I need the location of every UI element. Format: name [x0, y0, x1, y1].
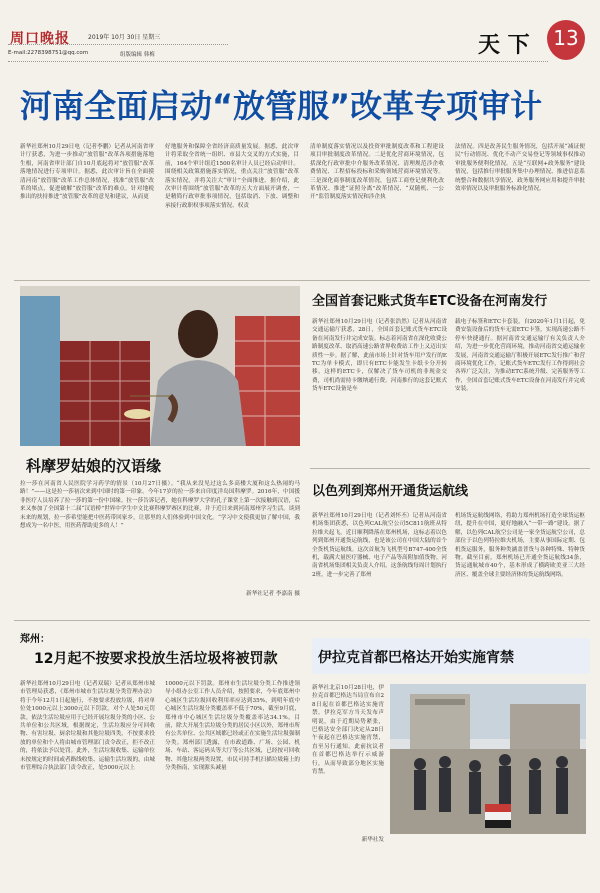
israel-cargo-headline: 以色列到郑州开通货运航线: [312, 484, 469, 499]
divider: [14, 280, 590, 281]
main-body-col-2: 好地服务和保障全省经济高质量发展。据悉，此次审计将采取全省统一组织、市县大交叉的方式实施，目前，164个审计组近1500名审计人员已经启动审计。围绕相关政策措施落实情况，重点关注“放管服”改革落实情况，并将关注大“审计”全面推进。据介绍，此次审计将围绕“放管服”改革的五大方面展开调查，一是精简行政审批事项情况，包括取消、下放、调整和承接行政职权事项落实情况、权责: [165, 144, 299, 209]
news-photo-student: [20, 286, 300, 446]
zhengzhou-kicker: 郑州：: [20, 634, 50, 645]
photo-illustration: [20, 286, 300, 446]
photo1-body: 拉一莎在河南省人民医院学习药学的情景（10月27日摄）。“我从来没见过这么多高楼大厦和这么热闹的马路！”——这是拉一莎初次来到中国时的第一印象。今年17岁的拉一莎来自印度洋岛国科摩罗。2016年，中国援非医疗人员培养了拉一莎的第一份中国缘。拉一莎告诉记者，她在科摩罗大学的孔子课堂上第一次接触到汉语，后来又参加了全国第十二届“汉语桥”世界中学生中文比赛科摩罗赛区的比赛，并于近日来到河南郑州学习生活。谈到未来的规划，拉一莎希望能把中医药带回家乡，让那里的人们体验到中国文化。“学习中文使我更加了解中国，我想成为一名中医，用医药帮助更多的人！”: [20, 481, 300, 530]
divider: [310, 468, 590, 469]
israel-body-col-2: 机场货运航线网络，将助力郑州机场打造全球货运枢纽，提升在中国，更好地融入“一带一路”建设。据了解，以色列CAL航空公司是一家全货运航空公司，总部位于以色列特拉维夫机场，主要从事国际定期、包机货运服务，服务种类涵盖普货与各种特殊、特种货物。截至目前，郑州机场已开通全货运航线34条，货运通航城市40个，基本形成了横跨欧美亚三大经济区、覆盖全球主要经济体的货运航线网络。: [455, 513, 585, 578]
zhengzhou-body-col-2: 10000元以下罚款。郑州市生活垃圾分类工作推进领导小组办公室工作人员介绍，按照要求，今年底郑州中心城区生活垃圾回收利用率应达到35%，到明年底中心城区生活垃圾分类覆盖率不低于70%，截至9月底，郑州市中心城区生活垃圾分类覆盖率达34.1%。目前，除大开展生活垃圾分类的居民小区以外，郑州市所有公共单位、公共区域都已经或正在实施生活垃圾强制分类。郑州部门透露，在市政道路、广场、公园、机场、车站、客运码头等大厅等公共区域，已经按可回收物、其他垃圾两类设置，市民可持手机扫描垃圾箱上的分类指南，实现源头减量: [165, 681, 300, 772]
iraq-headline: 伊拉克首都巴格达开始实施宵禁: [318, 650, 514, 666]
issue-date: 2019年 10月 30日 星期三: [88, 34, 161, 41]
main-body-col-1: 新华社郑州10月29日电（记者李鹏）记者从河南省审计厅获悉，为进一步推动“放管服”改革各项措施落地生根，河南省审计部门自10月底起将对“放管服”改革落地情况进行专项审计。据悉，此次审计旨在全面摸清河南“放管服”改革工作总体情况，找准“放管服”改革的堵点，促进破解“放管服”改革的难点。针对地税推出的扶持推进“放管服”改革的意见和建议，从而更: [20, 144, 154, 201]
section-title: 天 下: [478, 32, 530, 58]
page-number-badge: [547, 20, 585, 60]
zhengzhou-headline: 12月起不按要求投放生活垃圾将被罚款: [34, 651, 278, 667]
etc-body-col-2: 载电子标签和ETC卡套装，自2020年1月1日起，免费安装设备后的货车无需ETC卡签，实现高速公路不停车快捷通行。据河南省交通运输厅有关负责人介绍，为进一步优化营商环境，推动河南省交通运输业发展，河南省交通运输厅积极开展ETC发行推广和营商环境优化工作，记账式货车ETC发行工作得到社会各界广泛关注，为推动ETC系统升级、完善服务等工作，全国首套记账式货车ETC设备在河南发行并完成安装。: [455, 319, 585, 393]
masthead-dotted-rule: [8, 44, 228, 45]
main-body-col-4: 法情况。四是改善民生服务情况，包括开展“减证便民”行动情况、优化不动产交易登记等领域事权推动审批服务便利化情况。五是“互联网+政务服务”建设情况，包括推行审批服务集中办理情况、推进信息系统整合和数据共享情况、政务服务网应用和提升审批效率情况以及审批服务标准化情况。: [455, 144, 585, 193]
etc-headline: 全国首套记账式货车ETC设备在河南发行: [312, 294, 548, 309]
masthead-bottom-rule: [8, 61, 548, 62]
divider: [14, 620, 590, 621]
photo-illustration: [390, 684, 586, 834]
photo1-caption-title: 科摩罗姑娘的汉语缘: [26, 457, 162, 475]
main-headline: 河南全面启动“放管服”改革专项审计: [20, 87, 543, 125]
photo1-credit: 新华社记者 李嘉南 摄: [246, 591, 300, 597]
news-photo-baghdad: [390, 684, 586, 834]
email-line: E-mail:2278398751@qq.com: [8, 50, 89, 56]
iraq-headline-box: [312, 638, 590, 674]
iraq-body: 新华社北京10月28日电，伊拉克首都巴格达当局宣布自28日起在首都巴格达实施宵禁。伊拉克军方当天发布声明说，由于近期局势紧张，巴格达安全部门决定从28日午夜起在巴格达实施宵禁，直至另行通知。此前抗议者在首都巴格达举行示威游行，从而导致部分地区实施宵禁。: [312, 685, 384, 776]
zhengzhou-body-col-1: 新华社郑州10月29日电（记者双瑞）记者从郑州市城市管理局获悉，《郑州市城市生活垃圾分类管理办法》将于今年12月1日起施行，不按要求投放垃圾，将对单位处1000元以上3000元以下罚款，对个人处50元罚款。依法生活垃圾应用于已经开展垃圾分类的小区、公共单位和公共区域，根据规定，生活垃圾应分可回收物、有害垃圾、厨余垃圾和其他垃圾四类。不按要求投放的单位和个人将由城市管理部门责令改正，拒不改正的，将依法予以处罚。此外，生活垃圾收集、运输单位未按规定的时间或者路线收集、运输生活垃圾的，由城市管理综合执法部门责令改正，处5000元以上: [20, 681, 155, 772]
israel-body-col-1: 新华社郑州10月29日电（记者刘怀丕）记者从河南省机场集团获悉，以色列CAL航空公司5C811航班从特拉维夫起飞，近日顺利降落在郑州机场，这标志着以色列到郑州开通货运航线，也是该公司在中国大陆的首个全货机货运航线。这次首航为飞机型号B747-400全货机，载满大量医疗器械、电子产品等高附加值货物。河南省机场集团相关负责人介绍，这条航线每周计划执行2班，进一步完善了郑州: [312, 513, 447, 578]
masthead: [0, 0, 600, 72]
main-body-col-3: 清单制度落实情况以及投资审批制度改革和工程建设项目审批制度改革情况。二是优化营商环境情况，包括深化行政审批中介服务改革情况、清理规范涉企收费情况、工程招标投标和采购领域营商环境情况等。三是深化商事制度改革情况，包括工商登记便利化改革情况、推进“证照分离”改革情况、“双随机、一公开”监管制度落实情况和涉企执: [310, 144, 444, 201]
etc-body-col-1: 新华社郑州10月29日电（记者张浩然）记者从河南省交通运输厅获悉，28日，全国首套记账式货车ETC设备在河南发行并完成安装。标志着河南省在深化收费公路制度改革、取消高速公路省界收费站工作上又迈出实质性一步。据了解，此前市场上针对货车用户发行的ETC为单卡模式，即只有ETC卡能发生卡纸卡分开转移，这样的ETC卡，仅解决了货车司机的非现金交费，司机尚需持卡缴纳通行费。河南推行的这套记账式货车ETC设备是车: [312, 319, 447, 393]
page-number: 13: [553, 26, 579, 50]
editor-line: 组版编辑 韩梅: [120, 52, 155, 58]
newspaper-logo: 周口晚报: [10, 31, 70, 47]
iraq-credit: 新华社发: [361, 837, 384, 843]
